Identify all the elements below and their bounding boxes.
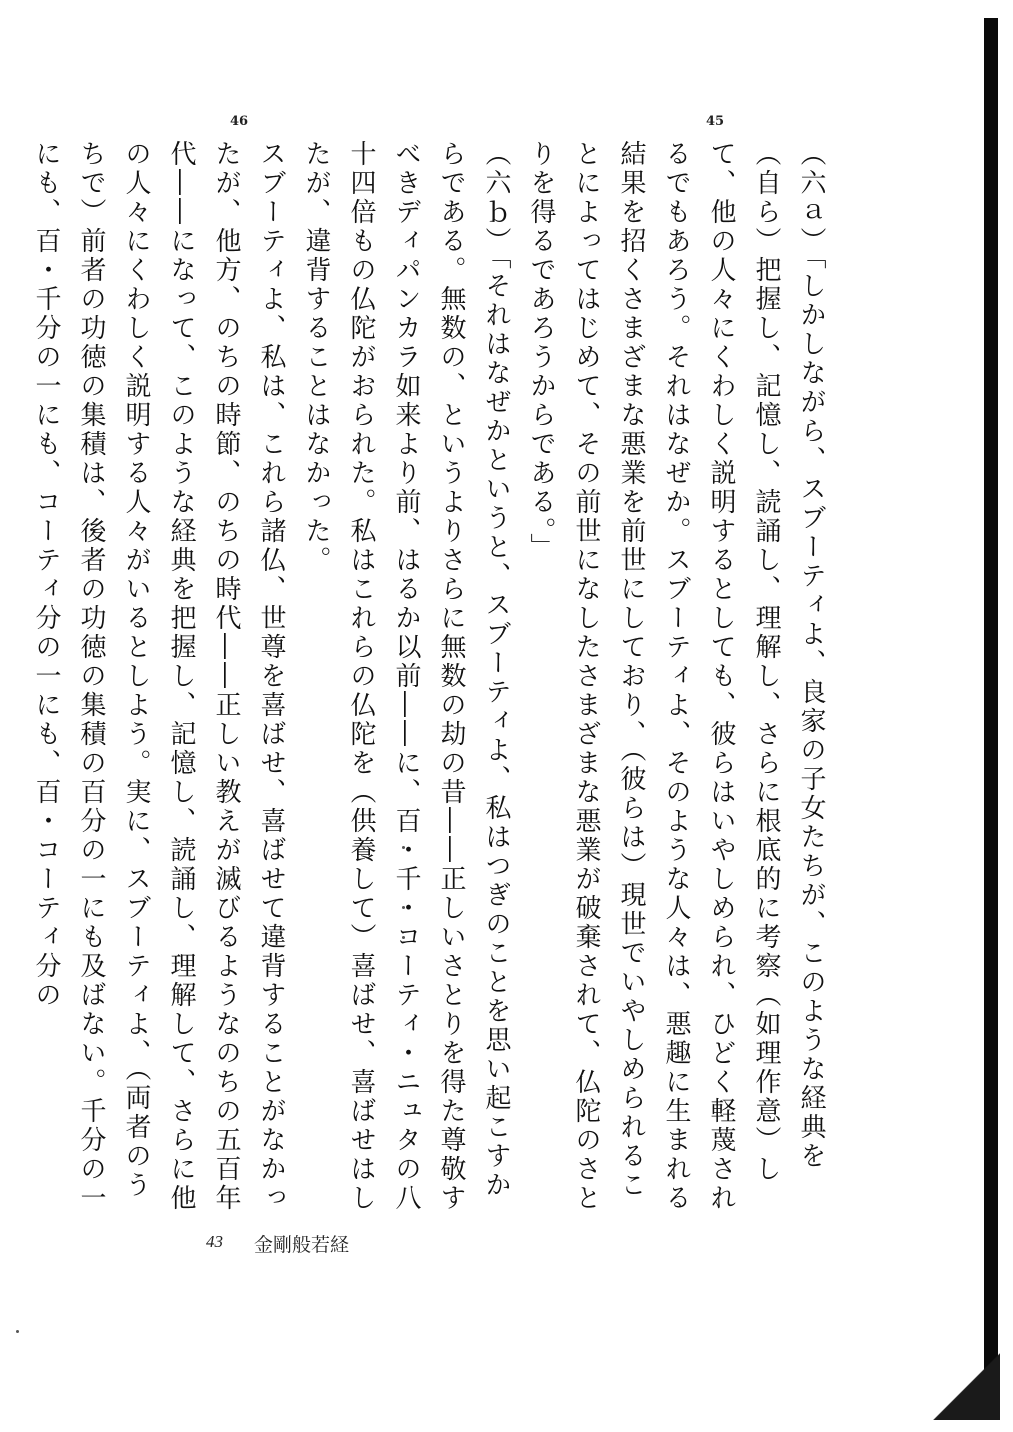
paragraph-6b-continued: スブーティよ、私は、これら諸仏、世尊を喜ばせ、喜ばせて違背することがなかったが、他方、のちの時節、のちの時代――正しい教えが滅びるようなのちの五百年代――になって、このような経典を把握し、記憶し、読誦し、理解して、さらに他の人々にくわしく説明する人々がいるとしよう。実に、スブーティよ、（両者のうちで）前者の功徳の集積は、後者の功徳の集積の百分の一にも及ばない。千分の一にも、百・千分の一にも、コーティ分の一にも、百・コーティ分の [31, 140, 286, 1213]
paragraph-6b: （六ｂ）「それはなぜかというと、スブーティよ、私はつぎのことを思い起こすからである。無数の、というよりさらに無数の劫の昔――正しいさとりを得た尊敬すべきディパンカラ如来より前、はるか以前――に、百・千・コーティ・ニュタの八十四倍もの仏陀がおられた。私はこれらの仏陀を（供養して）喜ばせ、喜ばせはしたが、違背することはなかった。 [301, 140, 511, 1213]
footer-page-number: 43 [206, 1232, 223, 1251]
paragraph-6a: （六ａ）「しかしながら、スブーティよ、良家の子女たちが、このような経典を（自ら）把握し、記憶し、読誦し、理解し、さらに根底的に考察（如理作意）して、他の人々にくわしく説明するとしても、彼らはいやしめられ、ひどく軽蔑されるでもあろう。それはなぜか。スブーティよ、そのような人々は、悪趣に生まれる結果を招くさまざまな悪業を前世にしており、（彼らは）現世でいやしめられることによってはじめて、その前世になしたさまざまな悪業が破棄されて、仏陀のさとりを得るであろうからである。」 [526, 140, 826, 1213]
scan-edge-tail [930, 1340, 1000, 1420]
scan-edge [984, 18, 998, 1418]
footer-book-title: 金剛般若経 [254, 1234, 350, 1256]
original-page-marker-left: 46 [230, 114, 249, 129]
vertical-body-text [31, 140, 833, 1220]
scan-dot [16, 1330, 19, 1333]
original-page-marker-right: 45 [706, 114, 725, 129]
